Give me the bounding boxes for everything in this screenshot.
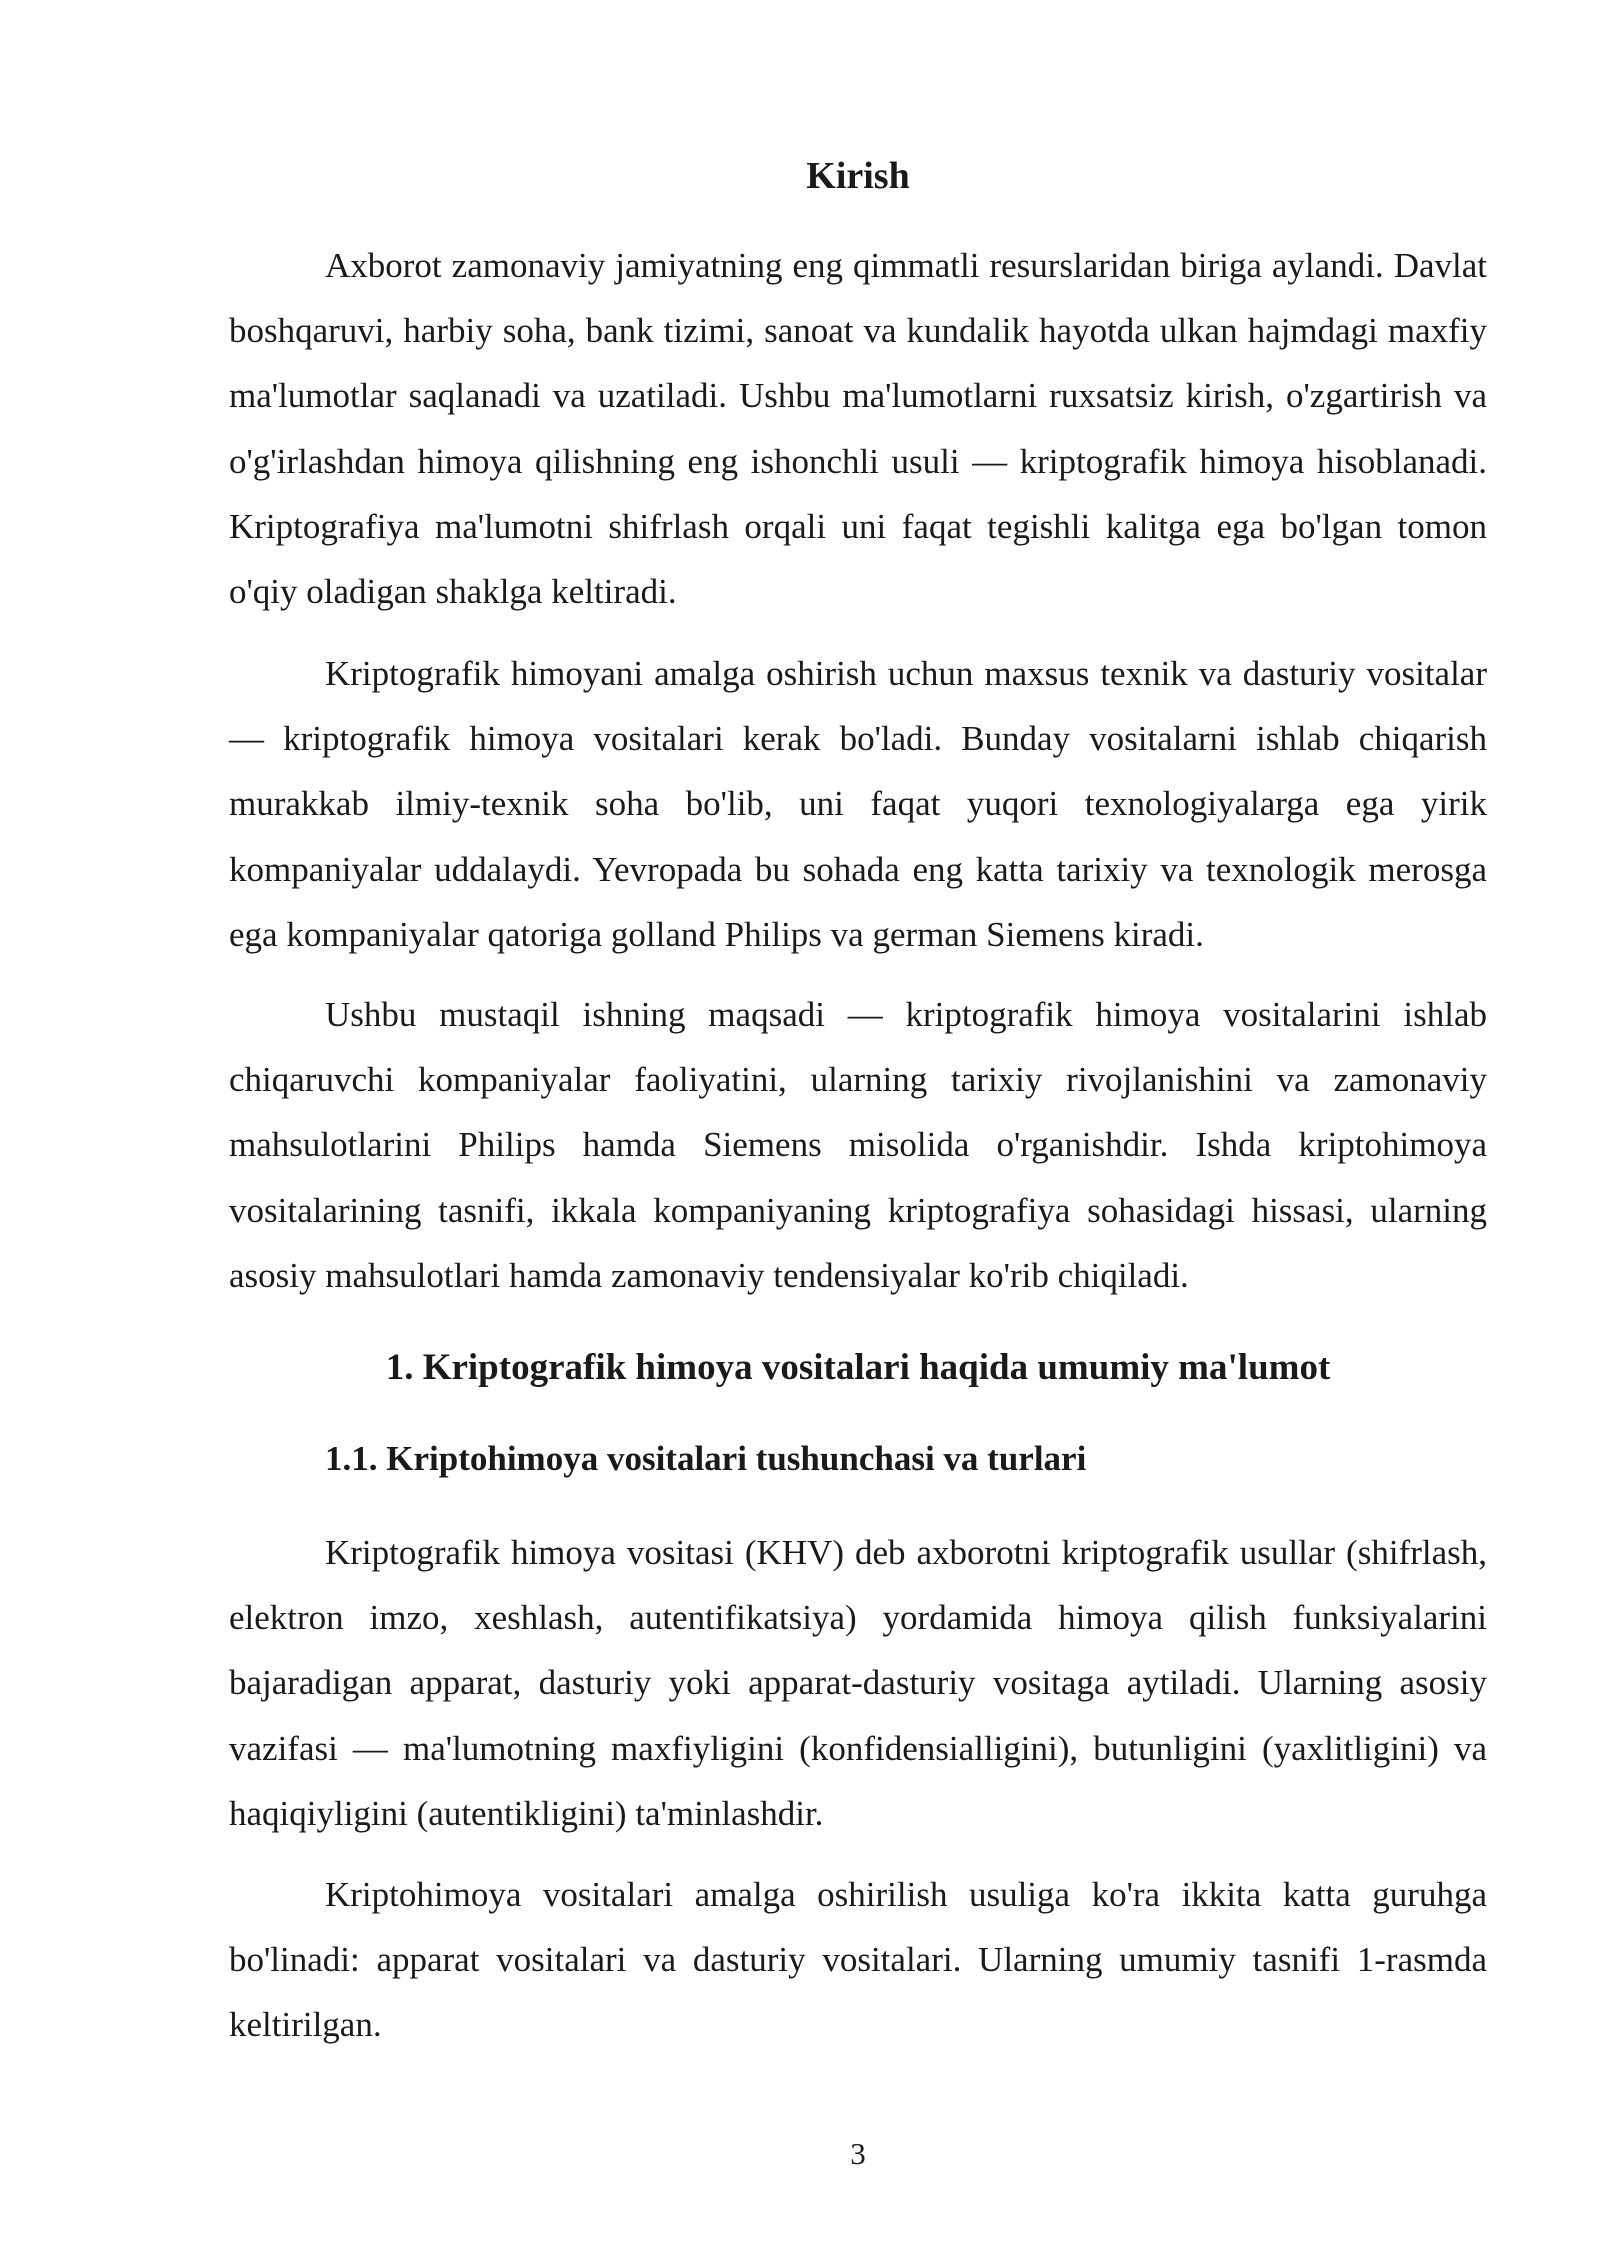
- intro-paragraph: Kriptografik himoyani amalga oshirish uchun maxsus texnik va dasturiy vositalar — kriptografik himoya vositalari kerak bo'ladi. Bunday vositalarni ishlab chiqarish murakkab ilmiy-texnik soha bo'lib, uni faqat yuqori texnologiyalarga ega yirik kompaniyalar uddalaydi. Yevropada bu sohada eng katta tarixiy va texnologik merosga ega kompaniyalar qatoriga golland Philips va german Siemens kiradi.: [229, 654, 1487, 954]
- document-page: [229, 0, 1487, 2262]
- page-number: 3: [850, 2136, 866, 2171]
- intro-heading: Kirish: [806, 155, 910, 197]
- section-heading: 1. Kriptografik himoya vositalari haqida umumiy ma'lumot: [385, 1347, 1331, 1388]
- intro-paragraph: Axborot zamonaviy jamiyatning eng qimmatli resurslaridan biriga aylandi. Davlat boshqaruvi, harbiy soha, bank tizimi, sanoat va kundalik hayotda ulkan hajmdagi maxfiy ma'lumotlar saqlanadi va uzatiladi. Ushbu ma'lumotlarni ruxsatsiz kirish, o'zgartirish va o'g'irlashdan himoya qilishning eng ishonchli usuli — kriptografik himoya hisoblanadi. Kriptografiya ma'lumotni shifrlash orqali uni faqat tegishli kalitga ega bo'lgan tomon o'qiy oladigan shaklga keltiradi.: [229, 246, 1487, 612]
- intro-paragraph: Ushbu mustaqil ishning maqsadi — kriptografik himoya vositalarini ishlab chiqaruvchi kompaniyalar faoliyatini, ularning tarixiy rivojlanishini va zamonaviy mahsulotlarini Philips hamda Siemens misolida o'rganishdir. Ishda kriptohimoya vositalarining tasnifi, ikkala kompaniyaning kriptografiya sohasidagi hissasi, ularning asosiy mahsulotlari hamda zamonaviy tendensiyalar ko'rib chiqiladi.: [229, 995, 1487, 1295]
- body-paragraph: Kriptohimoya vositalari amalga oshirilish usuliga ko'ra ikkita katta guruhga bo'linadi: apparat vositalari va dasturiy vositalari. Ularning umumiy tasnifi 1-rasmda keltirilgan.: [229, 1875, 1487, 2045]
- subsection-heading: 1.1. Kriptohimoya vositalari tushunchasi va turlari: [325, 1439, 1087, 1478]
- body-paragraph: Kriptografik himoya vositasi (KHV) deb axborotni kriptografik usullar (shifrlash, elektron imzo, xeshlash, autentifikatsiya) yordamida himoya qilish funksiyalarini bajaradigan apparat, dasturiy yoki apparat-dasturiy vositaga aytiladi. Ularning asosiy vazifasi — ma'lumotning maxfiyligini (konfidensialligini), butunligini (yaxlitligini) va haqiqiyligini (autentikligini) ta'minlashdir.: [229, 1533, 1487, 1833]
